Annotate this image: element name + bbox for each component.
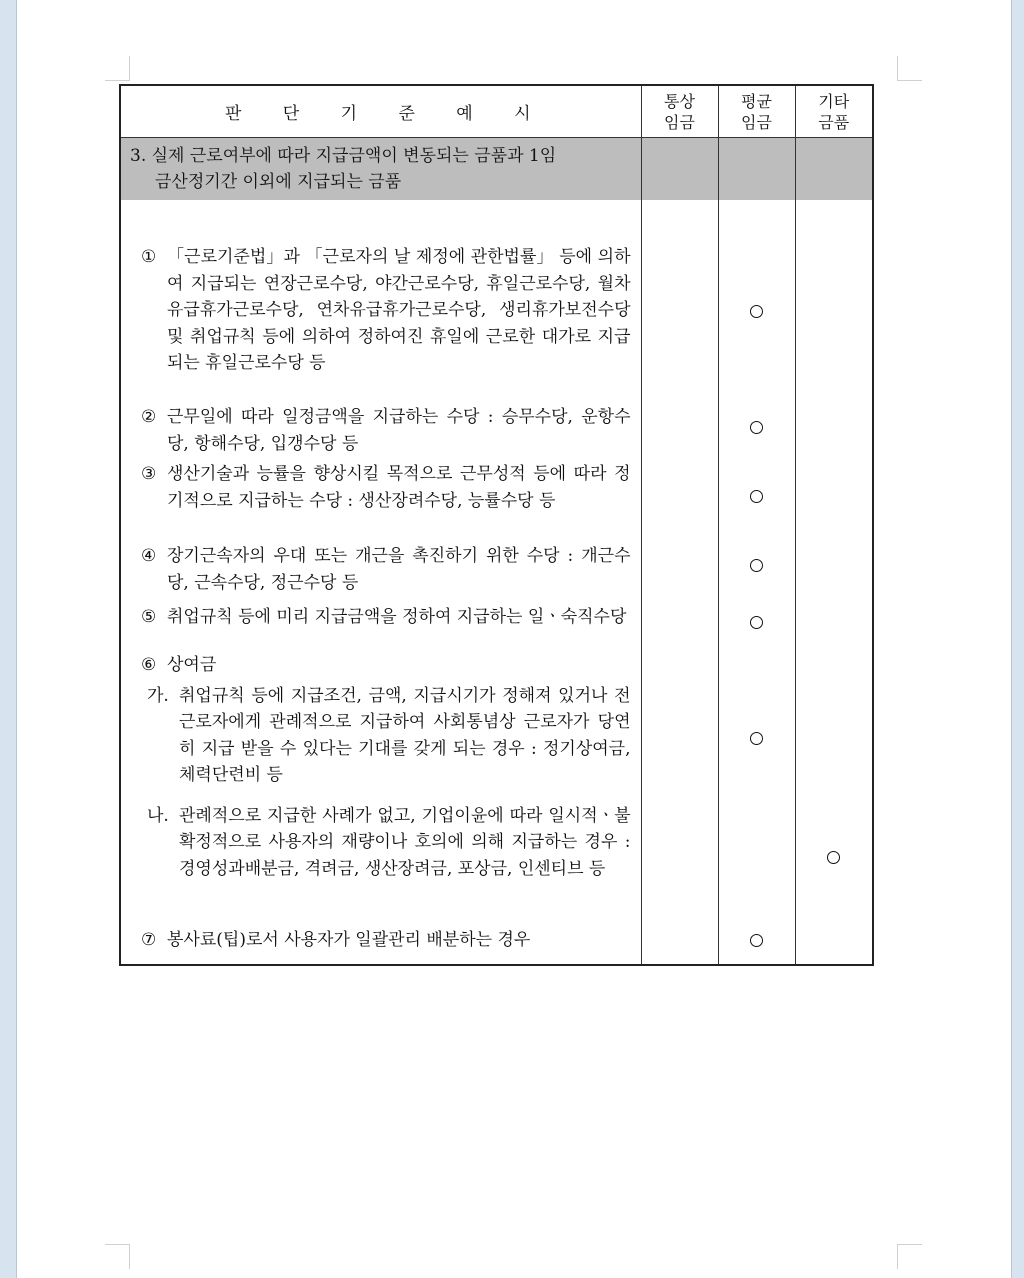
average-mark-cell — [718, 648, 795, 679]
item-marker: ① — [141, 247, 157, 267]
average-mark-cell — [718, 398, 795, 457]
other-mark-cell — [795, 648, 873, 679]
criteria-cell — [120, 679, 641, 799]
section-row — [120, 138, 873, 201]
ordinary-mark-cell — [641, 535, 718, 596]
circle-mark-icon — [827, 851, 840, 864]
table-row — [120, 535, 873, 596]
item-marker: ⑦ — [141, 929, 157, 950]
criteria-cell — [120, 799, 641, 917]
wage-criteria-table — [119, 84, 874, 966]
criteria-cell — [120, 398, 641, 457]
item-text: 취업규칙 등에 지급조건, 금액, 지급시기가 정해져 있거나 전 근로자에게 관례적으로 지급하여 사회통념상 근로자가 당연히 지급 받을 수 있다는 기대를 갖게 되는 경우 : 정기상여금, 체력단련비 등 — [179, 685, 631, 785]
ordinary-mark-cell — [641, 648, 718, 679]
item-text: 봉사료(팁)로서 사용자가 일괄관리 배분하는 경우 — [167, 929, 531, 950]
other-mark-cell — [795, 679, 873, 799]
item-marker: ⑥ — [141, 655, 157, 675]
crop-mark-bottom-right — [897, 1244, 922, 1269]
ordinary-mark-cell — [641, 917, 718, 965]
table-header-row — [120, 85, 873, 138]
spacer-row — [120, 200, 873, 224]
item-text: 관례적으로 지급한 사례가 없고, 기업이윤에 따라 일시적ㆍ불확정적으로 사용자의 재량이나 호의에 의해 지급하는 경우 : 경영성과배분금, 격려금, 생산장려금, 포상금, 인센티브 등 — [179, 805, 631, 879]
item-marker: ⑤ — [141, 607, 157, 627]
table-row — [120, 457, 873, 535]
crop-mark-top-right — [897, 56, 922, 81]
other-mark-cell — [795, 224, 873, 398]
item-text: 상여금 — [167, 655, 217, 675]
average-mark-cell — [718, 535, 795, 596]
header-other-payment: 기타 금품 — [795, 85, 873, 138]
circle-mark-icon — [750, 732, 763, 745]
circle-mark-icon — [750, 421, 763, 434]
criteria-cell — [120, 224, 641, 398]
table-row — [120, 596, 873, 648]
circle-mark-icon — [750, 305, 763, 318]
item-marker: 가. — [147, 685, 169, 706]
average-mark-cell — [718, 679, 795, 799]
criteria-cell — [120, 648, 641, 679]
circle-mark-icon — [750, 934, 763, 947]
circle-mark-icon — [750, 490, 763, 503]
circle-mark-icon — [750, 616, 763, 629]
ordinary-mark-cell — [641, 679, 718, 799]
item-text: 근무일에 따라 일정금액을 지급하는 수당 : 승무수당, 운항수당, 항해수당, 입갱수당 등 — [167, 407, 631, 454]
criteria-cell — [120, 917, 641, 965]
header-ordinary-wage: 통상 임금 — [641, 85, 718, 138]
item-text: 취업규칙 등에 미리 지급금액을 정하여 지급하는 일ㆍ숙직수당 — [167, 607, 627, 627]
crop-mark-top-left — [105, 56, 130, 81]
ordinary-mark-cell — [641, 224, 718, 398]
item-text: 장기근속자의 우대 또는 개근을 촉진하기 위한 수당 : 개근수당, 근속수당, 정근수당 등 — [167, 546, 631, 593]
ordinary-mark-cell — [641, 596, 718, 648]
other-mark-cell — [795, 398, 873, 457]
header-average-wage: 평균 임금 — [718, 85, 795, 138]
average-mark-cell — [718, 457, 795, 535]
item-marker: ④ — [141, 546, 157, 566]
item-text: 「근로기준법」과 「근로자의 날 제정에 관한법률」 등에 의하여 지급되는 연장근로수당, 야간근로수당, 휴일근로수당, 월차유급휴가근로수당, 연차유급휴가근로수당, 생리휴가보전수당 및 취업규칙 등에 의하여 정하여진 휴일에 근로한 대가로 지급되는 휴일근로수당 등 — [167, 247, 631, 373]
average-mark-cell — [718, 799, 795, 917]
other-mark-cell — [795, 535, 873, 596]
section-title: 3. 실제 근로여부에 따라 지급금액이 변동되는 금품과 1임 금산정기간 이외에 지급되는 금품 — [120, 138, 641, 201]
other-mark-cell — [795, 799, 873, 917]
table-row — [120, 398, 873, 457]
ordinary-mark-cell — [641, 457, 718, 535]
table-row — [120, 648, 873, 679]
ordinary-mark-cell — [641, 799, 718, 917]
table-row — [120, 799, 873, 917]
crop-mark-bottom-left — [105, 1244, 130, 1269]
table-row — [120, 917, 873, 965]
other-mark-cell — [795, 596, 873, 648]
criteria-cell — [120, 457, 641, 535]
other-mark-cell — [795, 917, 873, 965]
average-mark-cell — [718, 596, 795, 648]
item-text: 생산기술과 능률을 향상시킬 목적으로 근무성적 등에 따라 정기적으로 지급하는 수당 : 생산장려수당, 능률수당 등 — [167, 464, 631, 511]
header-criteria: 판 단 기 준 예 시 — [120, 85, 641, 138]
item-marker: ③ — [141, 464, 157, 484]
criteria-cell — [120, 596, 641, 648]
table-row — [120, 679, 873, 799]
table-row — [120, 224, 873, 398]
item-marker: ② — [141, 407, 157, 427]
ordinary-mark-cell — [641, 398, 718, 457]
average-mark-cell — [718, 917, 795, 965]
average-mark-cell — [718, 224, 795, 398]
criteria-cell — [120, 535, 641, 596]
other-mark-cell — [795, 457, 873, 535]
item-marker: 나. — [147, 805, 169, 826]
circle-mark-icon — [750, 559, 763, 572]
